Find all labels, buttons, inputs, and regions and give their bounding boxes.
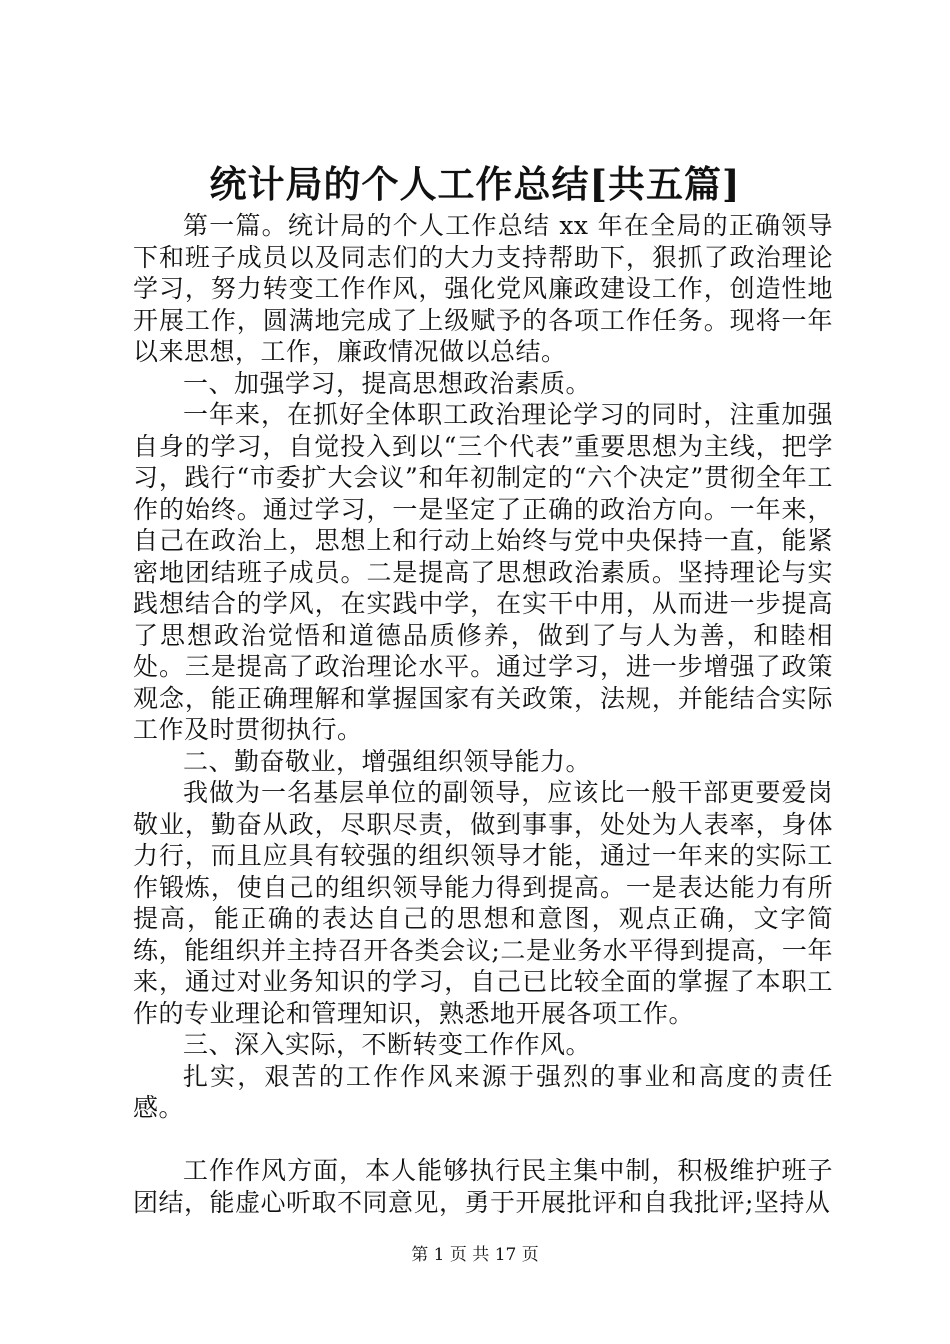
section-heading-3: 三、深入实际，不断转变工作作风。 xyxy=(183,1030,592,1059)
section-heading-2: 二、勤奋敬业，增强组织领导能力。 xyxy=(183,746,592,776)
paragraph-intro: 第一篇。统计局的个人工作总结 xx 年在全局的正确领导下和班子成员以及同志们的大力支持帮助下，狠抓了政治理论学习，努力转变工作作风，强化党风廉政建设工作，创造性地开展工作，圆满地完成了上级赋予的各项工作任务。现将一年以来思想，工作，廉政情况做以总结。 xyxy=(133,211,833,366)
paragraph-work-style: 扎实，艰苦的工作作风来源于强烈的事业和高度的责任感。 xyxy=(133,1061,833,1122)
document-title: 统计局的个人工作总结[共五篇] xyxy=(209,162,741,206)
paragraph-leadership: 我做为一名基层单位的副领导，应该比一般干部更要爱岗敬业，勤奋从政，尽职尽责，做到事事，处处为人表率，身体力行，而且应具有较强的组织领导才能，通过一年来的实际工作锻炼，使自己的组织领导能力得到提高。一是表达能力有所提高，能正确的表达自己的思想和意图，观点正确，文字简练，能组织并主持召开各类会议;二是业务水平得到提高，一年来，通过对业务知识的学习，自己已比较全面的掌握了本职工作的专业理论和管理知识，熟悉地开展各项工作。 xyxy=(133,778,833,1028)
document-body xyxy=(133,210,833,1218)
paragraph-work-style-detail: 工作作风方面，本人能够执行民主集中制，积极维护班子团结，能虚心听取不同意见，勇于开展批评和自我批评;坚持从 xyxy=(133,1156,833,1217)
section-heading-1: 一、加强学习，提高思想政治素质。 xyxy=(183,368,592,398)
page-footer: 第 1 页 共 17 页 xyxy=(411,1245,539,1265)
paragraph-study: 一年来，在抓好全体职工政治理论学习的同时，注重加强自身的学习，自觉投入到以“三个代表”重要思想为主线，把学习，践行“市委扩大会议”和年初制定的“六个决定”贯彻全年工作的始终。通过学习，一是坚定了正确的政治方向。一年来，自己在政治上，思想上和行动上始终与党中央保持一直，能紧密地团结班子成员。二是提高了思想政治素质。坚持理论与实践想结合的学风，在实践中学，在实干中用，从而进一步提高了思想政治觉悟和道德品质修养，做到了与人为善，和睦相处。三是提高了政治理论水平。通过学习，进一步增强了政策观念，能正确理解和掌握国家有关政策，法规，并能结合实际工作及时贯彻执行。 xyxy=(133,400,833,744)
